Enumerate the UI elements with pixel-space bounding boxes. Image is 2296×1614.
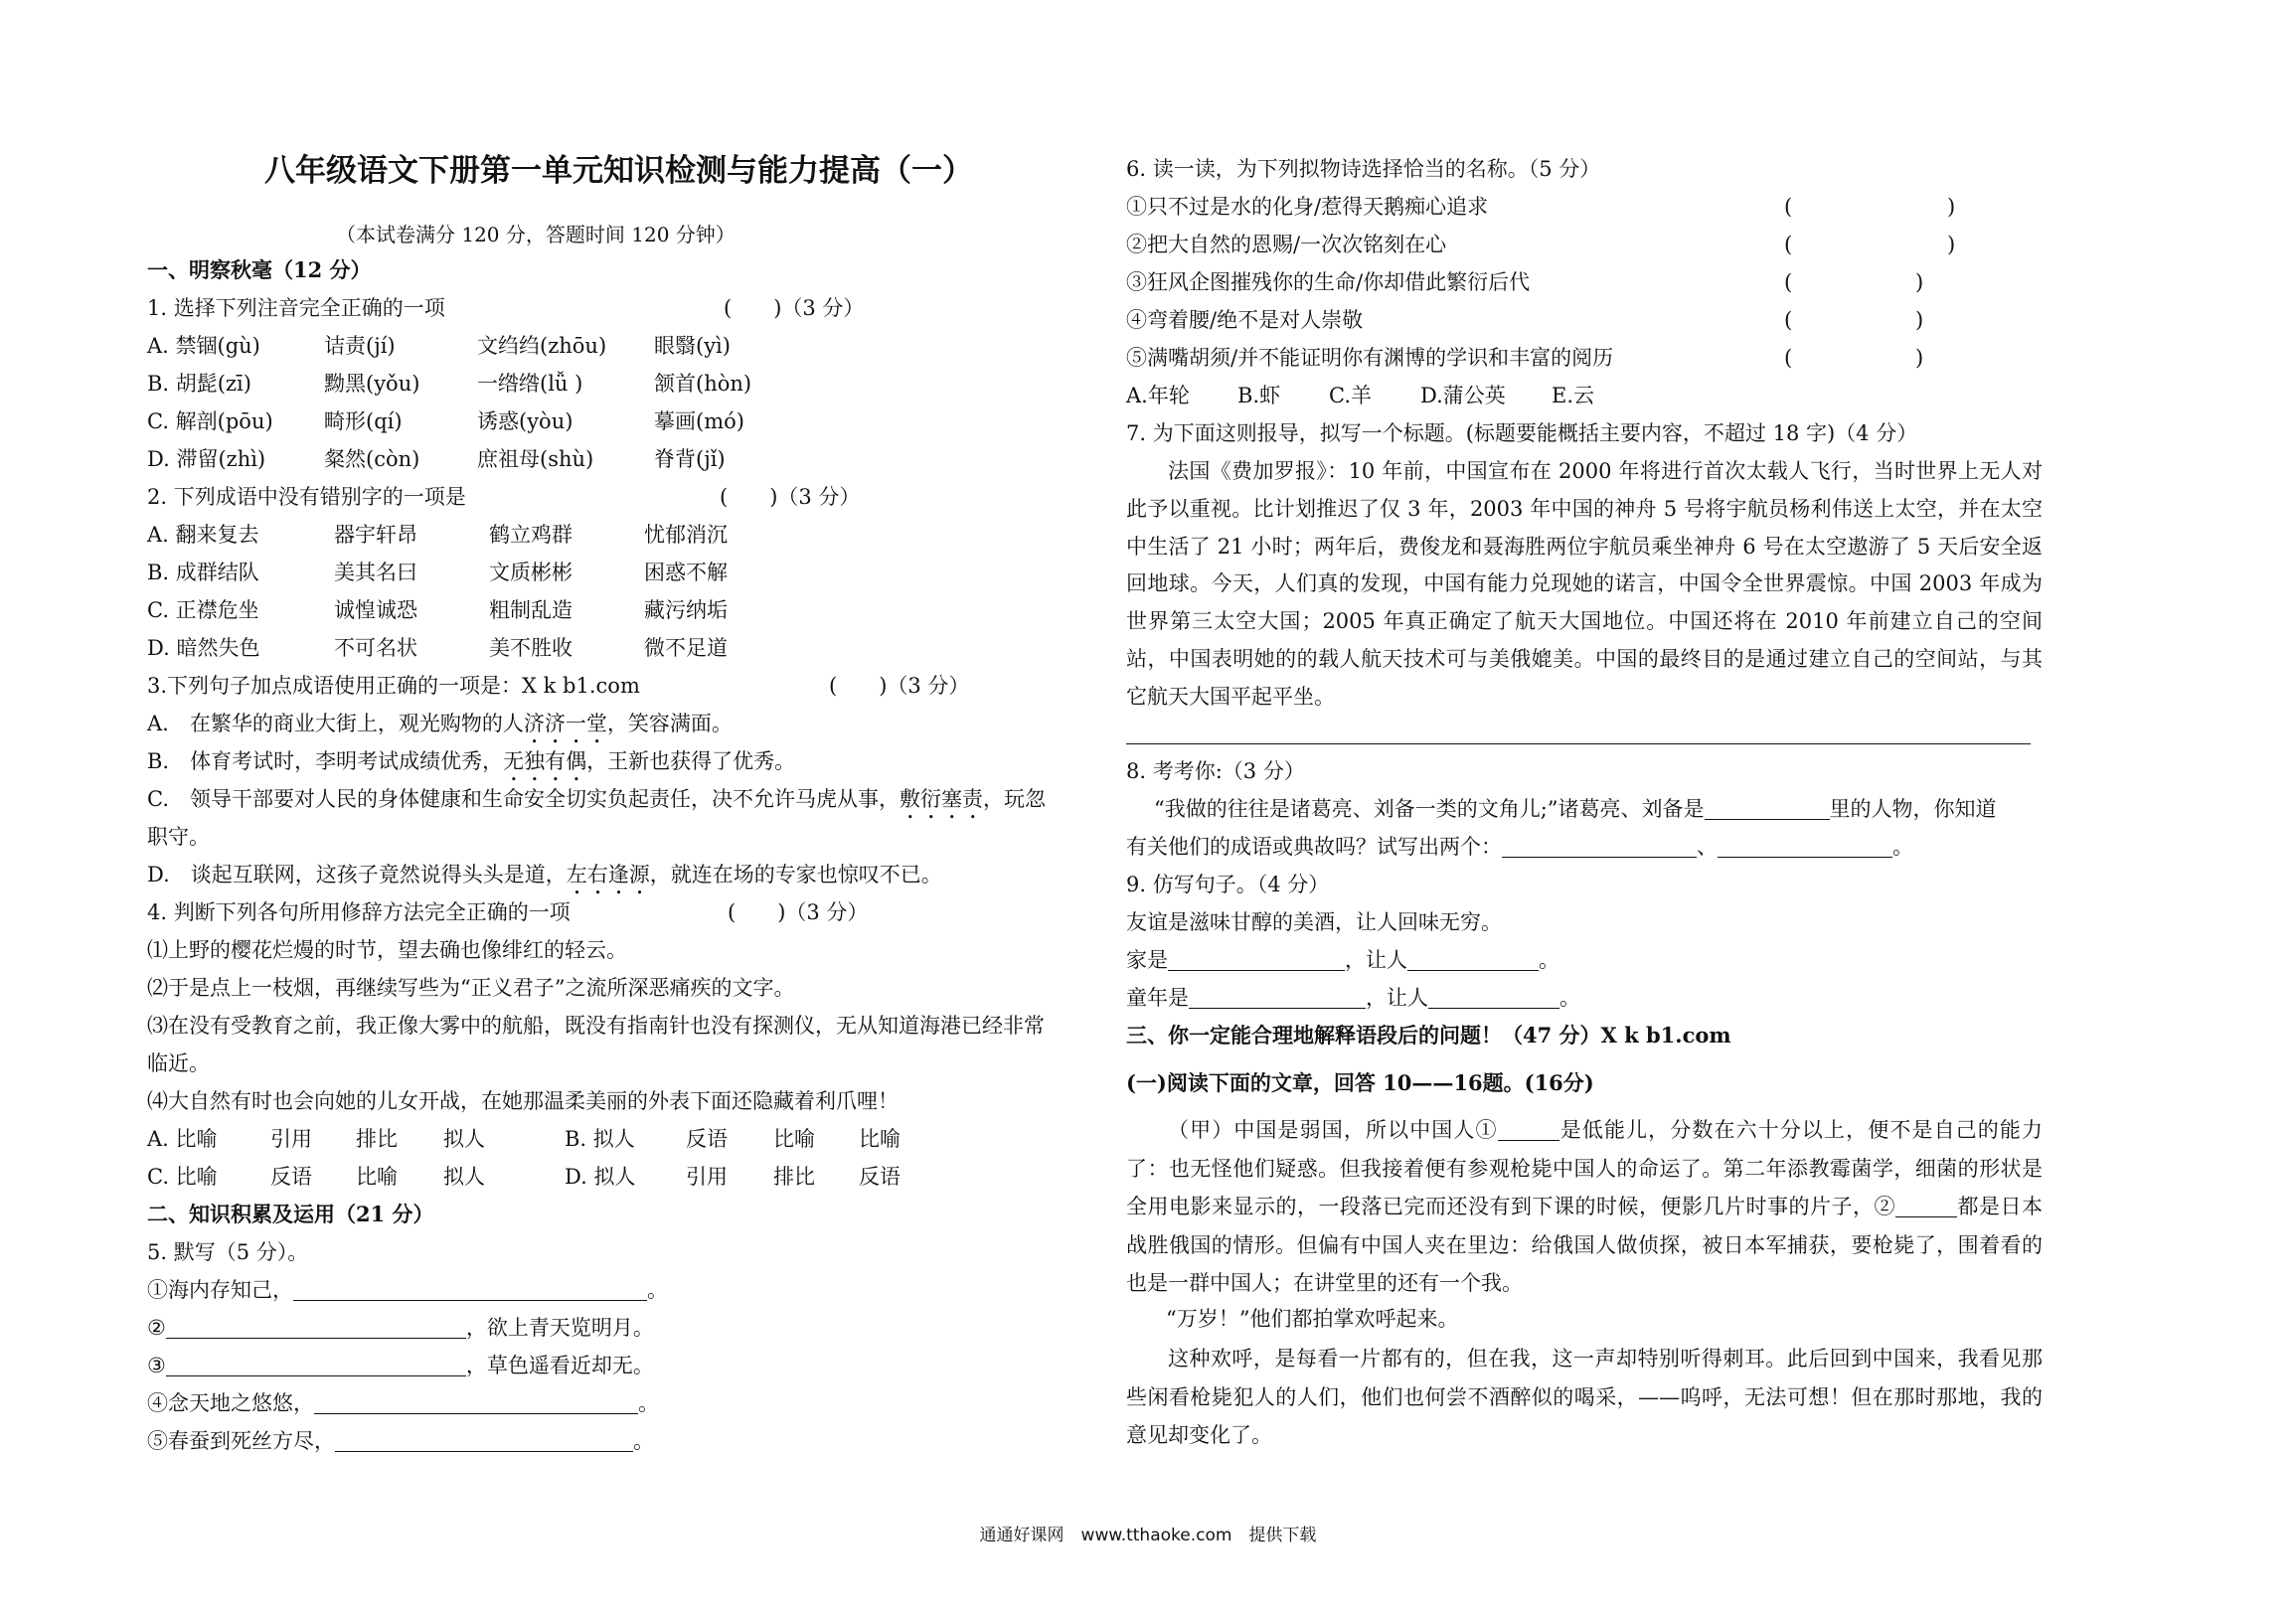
q6-item-2: ②把大自然的恩赐/一次次铭刻在心 (1126, 233, 1447, 256)
section-2-heading: 二、知识积累及运用（21 分） (147, 1202, 434, 1226)
q9-blank-1a[interactable] (1168, 950, 1345, 971)
page-subtitle: （本试卷满分 120 分，答题时间 120 分钟） (336, 223, 736, 246)
q4-sentence-4: ⑷大自然有时也会向她的儿女开战，在她那温柔美丽的外表下面还隐藏着利爪哩！ (147, 1089, 899, 1113)
q5-line-3: ③ ，草色遥看近却无。 (147, 1354, 654, 1377)
q4-sentence-3-cont: 临近。 (147, 1051, 210, 1075)
q5-stem: 5. 默写（5 分）。 (147, 1240, 309, 1264)
q7-answer-line[interactable] (1126, 743, 2031, 744)
q1-stem: 1. 选择下列注音完全正确的一项 (147, 296, 445, 320)
q5-blank-2[interactable] (166, 1318, 466, 1339)
q3-stem: 3.下列句子加点成语使用正确的一项是：X k b1.com (147, 674, 640, 698)
passage-blank-2[interactable] (1895, 1197, 1957, 1217)
q9-line-1: 家是 ，让人 。 (1126, 948, 1559, 972)
q5-blank-3[interactable] (166, 1356, 466, 1376)
q3-option-b: B. 体育考试时，李明考试成绩优秀，无独有偶，王新也获得了优秀。 (147, 749, 796, 773)
q9-example: 友谊是滋味甘醇的美酒，让人回味无穷。 (1126, 910, 1502, 934)
q7-stem: 7. 为下面这则报导，拟写一个标题。(标题要能概括主要内容，不超过 18 字)（4 分） (1126, 421, 1918, 445)
q5-blank-5[interactable] (335, 1431, 633, 1452)
q1-answer-paren[interactable]: ( )（3 分） (724, 296, 865, 320)
q4-sentence-1: ⑴上野的樱花烂熳的时节，望去确也像绯红的轻云。 (147, 938, 627, 962)
q5-line-4: ④念天地之悠悠， 。 (147, 1391, 659, 1415)
q3-option-c-cont: 职守。 (147, 825, 210, 849)
q8-blank-idiom-1[interactable] (1502, 837, 1697, 858)
q8-stem: 8. 考考你:（3 分） (1126, 759, 1305, 783)
q8-line-2: 有关他们的成语或典故吗？试写出两个： 、 。 (1126, 835, 1913, 859)
q6-item-4: ④弯着腰/绝不是对人崇敬 (1126, 308, 1364, 332)
q9-stem: 9. 仿写句子。（4 分） (1126, 873, 1330, 896)
reading-passage-b: “万岁！”他们都拍掌欢呼起来。 (1166, 1307, 1459, 1331)
q5-blank-1[interactable] (293, 1280, 647, 1301)
q6-item-5: ⑤满嘴胡须/并不能证明你有渊博的学识和丰富的阅历 (1126, 346, 1614, 370)
q6-item-3: ③狂风企图摧残你的生命/你却借此繁衍后代 (1126, 270, 1531, 294)
q2-stem: 2. 下列成语中没有错别字的一项是 (147, 485, 466, 509)
q5-blank-4[interactable] (314, 1393, 638, 1414)
q4-sentence-3: ⑶在没有受教育之前，我正像大雾中的航船，既没有指南针也没有探测仪，无从知道海港已经非常 (147, 1014, 1045, 1038)
page-title: 八年级语文下册第一单元知识检测与能力提高（一） (264, 153, 973, 189)
q5-line-5: ⑤春蚕到死丝方尽， 。 (147, 1429, 654, 1453)
q3-option-d: D. 谈起互联网，这孩子竟然说得头头是道，左右逢源，就连在场的专家也惊叹不已。 (147, 863, 942, 887)
passage-blank-1[interactable] (1498, 1120, 1559, 1141)
q9-line-2: 童年是 ，让人 。 (1126, 986, 1580, 1010)
section-1-heading: 一、明察秋毫（12 分） (147, 257, 372, 282)
q9-blank-1b[interactable] (1407, 950, 1539, 971)
q9-blank-2a[interactable] (1189, 988, 1366, 1009)
q8-blank-idiom-2[interactable] (1718, 837, 1892, 858)
q8-line-1: “我做的往往是诸葛亮、刘备一类的文角儿;”诸葛亮、刘备是 里的人物，你知道 (1154, 797, 1997, 821)
reading-passage-a: （甲）中国是弱国，所以中国人① 是低能儿，分数在六十分以上，便不是自己的能力了：也无怪他们疑惑。但我接着便有参观枪毙中国人的命运了。第二年添教霉菌学，细菌的形状是全用电影来显示的，一段落已完而还没有到下课的时候，便影几片时事的片子，② 都是日本战胜俄国的情形。但偏有中国人夹在里边：给俄国人做侦探，被日本军捕获，要枪毙了，围着看的也是一群中国人；在讲堂里的还有一个我。 (1126, 1118, 2044, 1295)
q9-blank-2b[interactable] (1428, 988, 1559, 1009)
q4-stem: 4. 判断下列各句所用修辞方法完全正确的一项 (147, 900, 571, 924)
q5-line-2: ② ，欲上青天览明月。 (147, 1316, 654, 1340)
q6-stem: 6. 读一读，为下列拟物诗选择恰当的名称。（5 分） (1126, 157, 1601, 181)
q7-passage: 法国《费加罗报》：10 年前，中国宣布在 2000 年将进行首次太载人飞行，当时世界上无人对此予以重视。比计划推迟了仅 3 年，2003 年中国的神舟 5 号将宇航员杨利伟送上太空，并在太空中生活了 21 小时；两年后，费俊龙和聂海胜两位宇航员乘坐神舟 6 号在太空遨游了 5 天后安全返回地球。今天，人们真的发现，中国有能力兑现她的诺言，中国令全世界震惊。中国 2003 年成为世界第三太空大国；2005 年真正确定了航天大国地位。中国还将在 2010 年前建立自己的空间站，中国表明她的的载人航天技术可与美俄媲美。中国的最终目的是通过建立自己的空间站，与其它航天大国平起平坐。 (1126, 459, 2043, 709)
q4-answer-paren[interactable]: ( )（3 分） (728, 900, 869, 924)
reading-1-heading: (一)阅读下面的文章，回答 10——16题。(16分) (1126, 1070, 1594, 1095)
q3-answer-paren[interactable]: ( )（3 分） (829, 674, 970, 698)
q8-blank-book[interactable] (1705, 799, 1830, 820)
section-3-heading: 三、你一定能合理地解释语段后的问题！（47 分）X k b1.com (1126, 1023, 1731, 1048)
q2-answer-paren[interactable]: ( )（3 分） (720, 485, 861, 509)
q3-option-c: C. 领导干部要对人民的身体健康和生命安全切实负起责任，决不允许马虎从事，敷衍塞责，玩忽 (147, 787, 1046, 811)
q3-option-a: A. 在繁华的商业大街上，观光购物的人济济一堂，笑容满面。 (147, 712, 733, 735)
page-footer: 通通好课网 www.tthaoke.com 提供下载 (979, 1526, 1317, 1545)
reading-passage-c: 这种欢呼，是每看一片都有的，但在我，这一声却特别听得刺耳。此后回到中国来，我看见那些闲看枪毙犯人的人们，他们也何尝不酒醉似的喝采，——呜呼，无法可想！但在那时那地，我的意见却变化了。 (1126, 1347, 2043, 1447)
q4-sentence-2: ⑵于是点上一枝烟，再继续写些为“正义君子”之流所深恶痛疾的文字。 (147, 976, 795, 1000)
q6-item-1: ①只不过是水的化身/惹得天鹅痴心追求 (1126, 195, 1489, 219)
q5-line-1: ①海内存知己， 。 (147, 1278, 668, 1302)
